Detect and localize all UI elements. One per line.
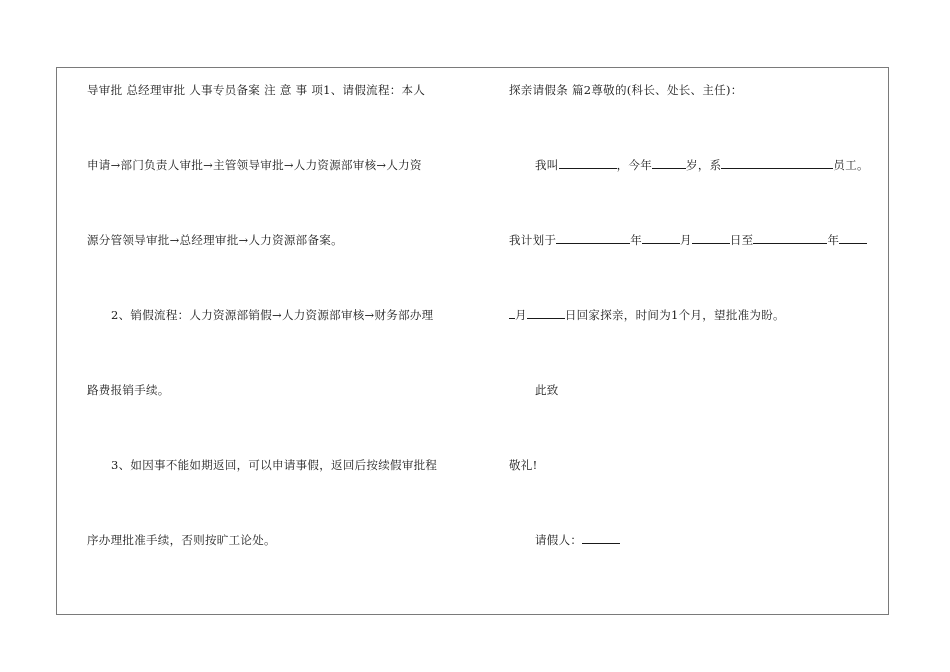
left-line-5: 路费报销手续。 [87, 383, 170, 397]
left-line-6: 3、如因事不能如期返回，可以申请事假，返回后按续假审批程 [111, 458, 438, 472]
start-year-blank[interactable] [556, 233, 630, 244]
left-line-4: 2、销假流程：人力资源部销假→人力资源部审核→财务部办理 [111, 308, 434, 322]
leave-note-heading: 探亲请假条 篇2尊敬的(科长、处长、主任)： [509, 83, 743, 97]
left-line-2: 申请→部门负责人审批→主管领导审批→人力资源部审核→人力资 [87, 158, 422, 172]
document-frame [56, 67, 889, 615]
day-to-label: 日至 [729, 233, 754, 247]
start-day-blank[interactable] [692, 233, 730, 244]
name-blank[interactable] [559, 158, 617, 169]
end-year-blank[interactable] [753, 233, 827, 244]
year-label: 年 [630, 233, 643, 247]
end-year-label: 年 [827, 233, 840, 247]
applicant-info-line [509, 157, 869, 173]
department-blank[interactable] [721, 158, 833, 169]
start-month-blank[interactable] [642, 233, 680, 244]
return-line [509, 307, 785, 323]
closing-salute: 敬礼! [509, 458, 538, 472]
signature-line [509, 532, 620, 548]
left-line-7: 序办理批准手续，否则按旷工论处。 [87, 533, 276, 547]
left-line-3: 源分管领导审批→总经理审批→人力资源部备案。 [87, 233, 343, 247]
left-line-1: 导审批 总经理审批 人事专员备案 注 意 事 项1、请假流程：本人 [87, 83, 426, 97]
signature-blank[interactable] [582, 533, 620, 544]
signature-label: 请假人： [535, 533, 583, 547]
end-month-label: 月 [515, 308, 527, 322]
return-text: 日回家探亲，时间为1个月，望批准为盼。 [564, 308, 785, 322]
age-label: ，今年 [616, 158, 653, 172]
name-label: 我叫 [535, 158, 559, 172]
month-label: 月 [680, 233, 692, 247]
employee-suffix: 员工。 [833, 158, 869, 172]
age-blank[interactable] [652, 158, 686, 169]
plan-label: 我计划于 [509, 233, 557, 247]
department-label: 岁，系 [686, 158, 722, 172]
end-month-blank-start[interactable] [839, 233, 867, 244]
closing-greeting: 此致 [535, 383, 559, 397]
leave-dates-line [509, 232, 867, 248]
end-day-blank[interactable] [527, 308, 565, 319]
